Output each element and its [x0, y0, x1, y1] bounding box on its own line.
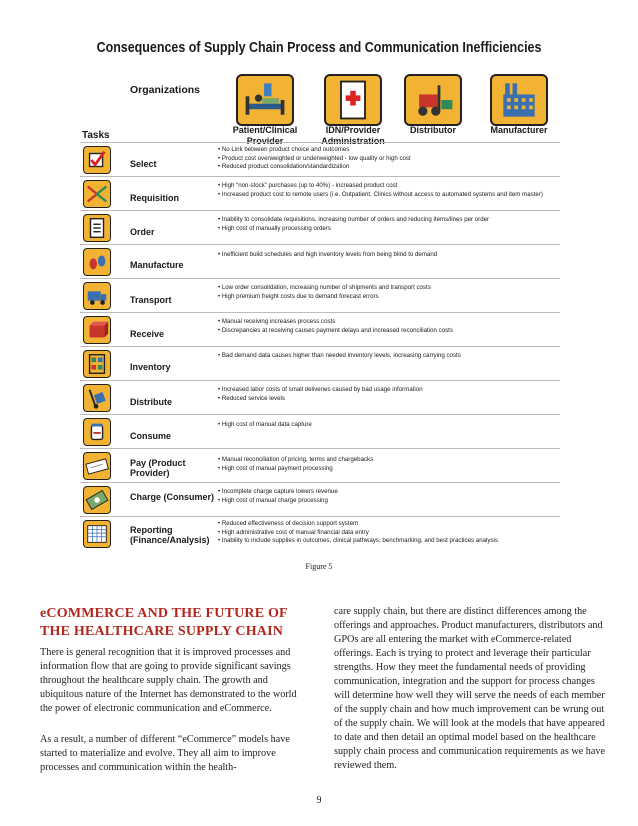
paragraph: As a result, a number of different “eCommerce” models have started to materialize and evolve. They all aim to improve processes and communication within the health- — [40, 734, 290, 773]
task-name: Reporting (Finance/Analysis) — [130, 525, 210, 545]
task-row-consume — [80, 414, 560, 448]
task-bullets: • High cost of manual data capture — [218, 421, 312, 428]
org-label-patient: Patient/Clinical Provider — [232, 125, 298, 146]
org-label-distributor: Distributor — [410, 125, 456, 135]
task-row-distribute — [80, 380, 560, 414]
task-row-pay — [80, 448, 560, 482]
check-icon — [83, 452, 111, 480]
task-bullets: • No Link between product choice and outcomes • Product cost overweighted or underweighted - low quality or high cost • Reduced product consolidation/standardization — [218, 146, 411, 170]
task-bullets: • Increased labor costs of small deliveries caused by bad usage information • Reduced service levels — [218, 386, 423, 402]
task-row-inventory — [80, 346, 560, 380]
box-icon — [83, 316, 111, 344]
paragraph: care supply chain, but there are distinct differences among the offerings and approaches. Product manufacturers, distributors and GPOs are all entering the market with eCommerce-related offerings. Each is trying to protect and leverage their particular strengths. How they meet the fundamental needs of providing communication, integration and the support for process changes will determine how well they will serve the needs of each member of the supply chain and how much improvement can be wrung out of the supply chain. We will look at the models that have appeared to date and then detail an optimal model based on the healthcare supply chain process and communication requirements as we have reviewed them. — [334, 606, 606, 771]
task-row-order — [80, 210, 560, 244]
pills-icon — [83, 248, 111, 276]
task-row-reporting — [80, 516, 560, 550]
shelves-icon — [83, 350, 111, 378]
spreadsheet-icon — [83, 520, 111, 548]
org-label-manufacturer: Manufacturer — [490, 125, 548, 135]
task-row-select — [80, 142, 560, 176]
task-bullets: • Inability to consolidate requisitions, increasing number of orders and reducing items/lines per order • High cost of manually processing orders — [218, 216, 490, 232]
checkbox-icon — [83, 146, 111, 174]
task-name: Transport — [130, 295, 172, 305]
tasks-label: Tasks — [82, 130, 110, 141]
task-name: Order — [130, 227, 155, 237]
task-name: Inventory — [130, 362, 171, 372]
task-row-transport — [80, 278, 560, 312]
task-bullets: • High “non-stock” purchases (up to 40%) - increased product cost • Increased product cost to remote users (i.e. Outpatient, Clinics without access to automated systems and item master) — [218, 182, 543, 198]
paragraph: There is general recognition that it is improved processes and information flow that are going to provide significant savings throughout the healthcare supply chain. The growth and ubiquitous nature of the Internet has demonstrated to the world the power of electronic communication and eCommerce. — [40, 647, 297, 714]
task-name: Charge (Consumer) — [130, 492, 215, 502]
truck-icon — [83, 282, 111, 310]
hand-truck-icon — [83, 384, 111, 412]
forklift-icon — [404, 74, 462, 126]
task-name: Select — [130, 159, 157, 169]
task-name: Manufacture — [130, 260, 184, 270]
factory-icon — [490, 74, 548, 126]
task-bullets: • Low order consolidation, increasing number of shipments and transport costs • High premium freight costs due to demand forecast errors — [218, 284, 431, 300]
task-bullets: • Bad demand data causes higher than needed inventory levels, increasing carrying costs — [218, 352, 461, 359]
org-label-idn: IDN/Provider Administration — [321, 125, 385, 146]
organizations-label: Organizations — [130, 84, 201, 96]
task-bullets: • Manual receiving increases process costs • Discrepancies at receiving causes payment delays and increased reconciliation costs — [218, 318, 453, 334]
figure-caption: Figure 5 — [305, 562, 333, 571]
figure-title: Consequences of Supply Chain Process and Communication Inefficiencies — [96, 40, 542, 56]
task-row-receive — [80, 312, 560, 346]
task-name: Requisition — [130, 193, 179, 203]
task-name: Distribute — [130, 397, 173, 407]
task-bullets: • Inefficient build schedules and high inventory levels from being blind to demand — [218, 251, 438, 258]
page-number: 9 — [316, 795, 322, 806]
task-name: Consume — [130, 431, 172, 441]
section-title: eCOMMERCE AND THE FUTURE OF THE HEALTHCARE SUPPLY CHAIN — [40, 606, 288, 639]
task-row-requisition — [80, 176, 560, 210]
jar-icon — [83, 418, 111, 446]
hospital-door-icon — [324, 74, 382, 126]
task-bullets: • Manual reconciliation of pricing, terms and chargebacks • High cost of manual payment processing — [218, 456, 374, 472]
task-row-charge — [80, 482, 560, 516]
patient-bed-icon — [236, 74, 294, 126]
task-row-manufacture — [80, 244, 560, 278]
task-bullets: • Incomplete charge capture lowers revenue • High cost of manual charge processing — [218, 488, 338, 504]
task-table — [80, 142, 560, 550]
dollar-bill-icon — [83, 486, 111, 514]
task-name: Receive — [130, 329, 165, 339]
task-bullets: • Reduced effectiveness of decision support system • High administrative cost of manual financial data entry • Inability to include supplies in outcomes, clinical pathways, benchmarking, and best practices analysis — [218, 520, 498, 544]
task-name: Pay (Product Provider) — [130, 458, 186, 478]
order-form-icon — [83, 214, 111, 242]
arrows-icon — [83, 180, 111, 208]
